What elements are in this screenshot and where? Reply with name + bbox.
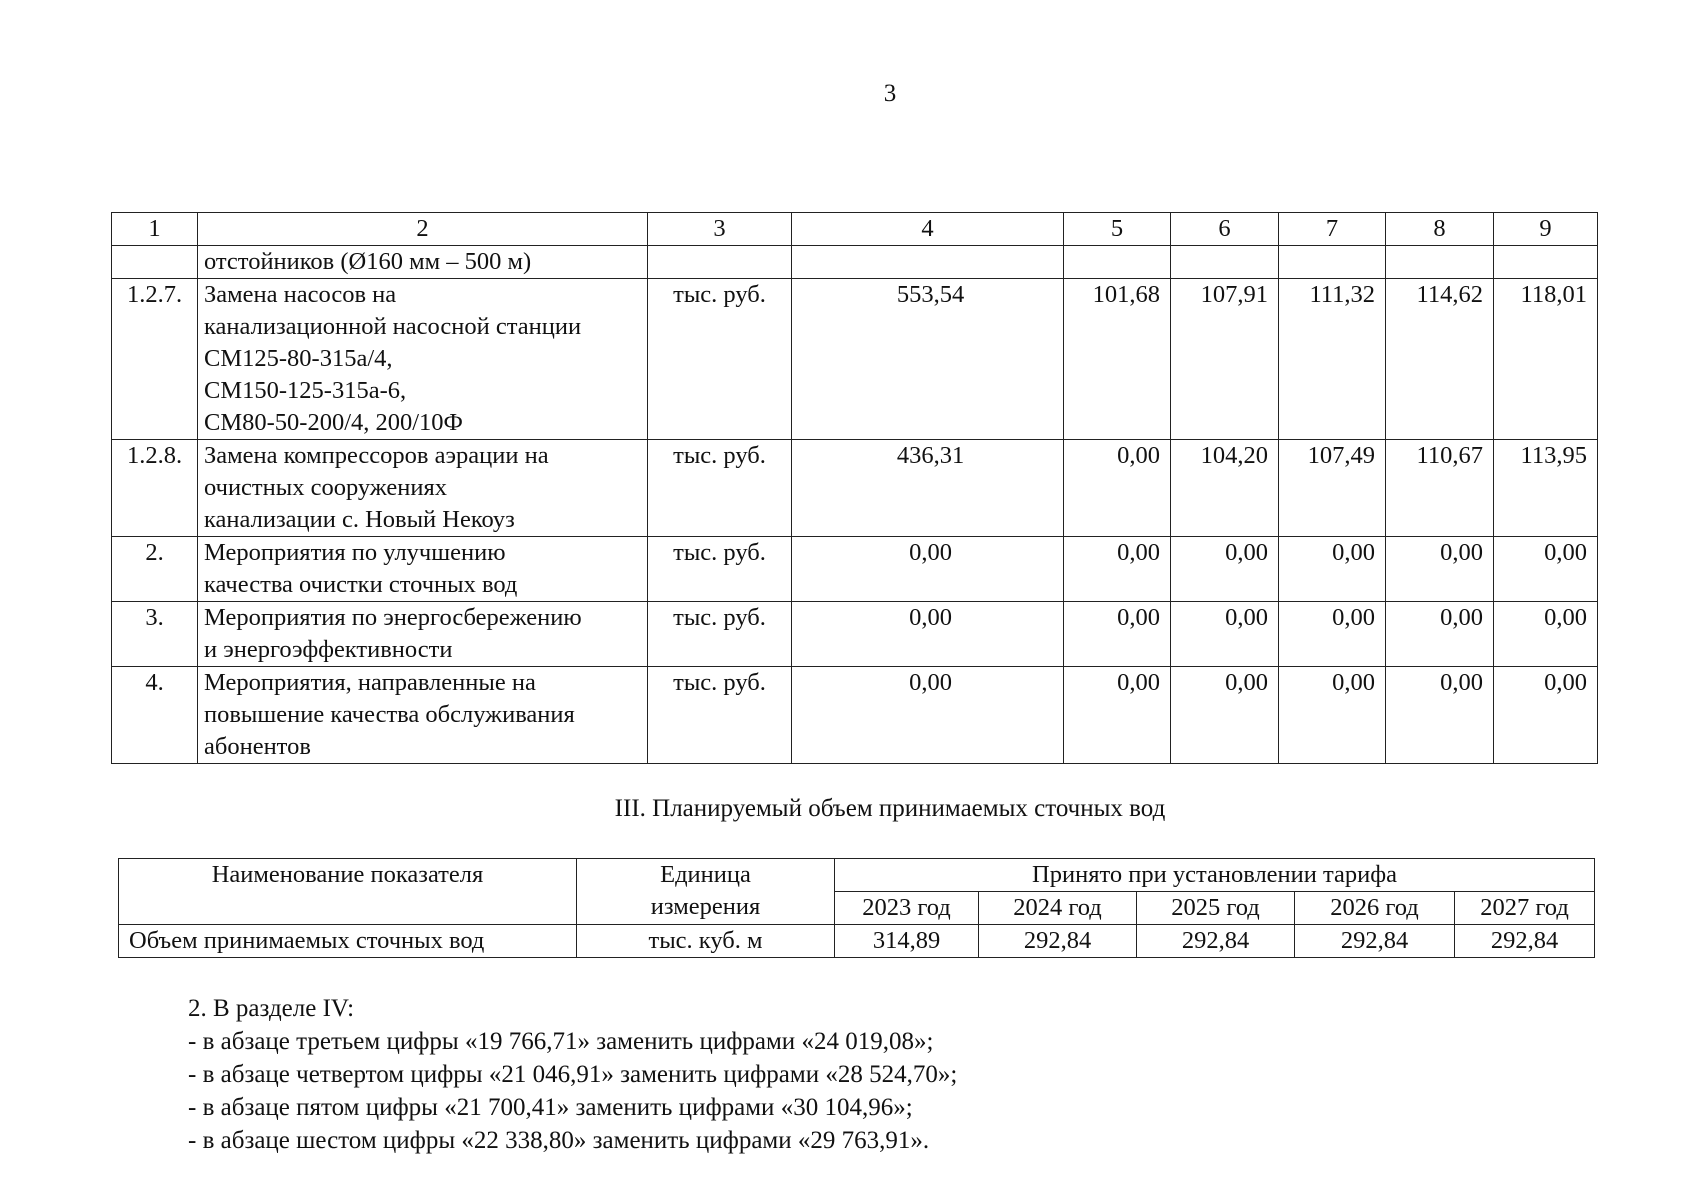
row-value xyxy=(1494,246,1598,279)
paragraph: 2. В разделе IV: xyxy=(188,995,355,1022)
row-number: 1.2.8. xyxy=(112,440,198,537)
table-header-row xyxy=(112,213,1598,246)
column-group-header: Принято при установлении тарифа xyxy=(835,859,1595,892)
row-value: 104,20 xyxy=(1171,440,1279,537)
page-number: 3 xyxy=(883,80,897,107)
row-number: 3. xyxy=(112,602,198,667)
row-name-line: абонентов xyxy=(204,733,311,760)
row-value: 0,00 xyxy=(1064,602,1171,667)
column-header-unit xyxy=(577,859,835,925)
row-name-line: СМ150-125-315а-6, xyxy=(204,377,407,404)
row-name-line: Мероприятия по энергосбережению xyxy=(204,604,582,631)
row-value: 0,00 xyxy=(1386,537,1494,602)
column-number: 4 xyxy=(792,213,1064,246)
row-value: 0,00 xyxy=(1386,667,1494,764)
column-number: 6 xyxy=(1171,213,1279,246)
column-number: 1 xyxy=(112,213,198,246)
row-name xyxy=(198,602,648,667)
volume-table xyxy=(118,858,1595,958)
row-name xyxy=(198,440,648,537)
row-value: 0,00 xyxy=(1279,602,1386,667)
table-row xyxy=(112,537,1598,602)
row-value: 0,00 xyxy=(1171,667,1279,764)
column-number: 9 xyxy=(1494,213,1598,246)
row-value: 0,00 xyxy=(1171,537,1279,602)
row-value: 110,67 xyxy=(1386,440,1494,537)
row-value: 292,84 xyxy=(979,925,1137,958)
row-unit: тыс. руб. xyxy=(648,667,792,764)
row-name-line: Мероприятия, направленные на xyxy=(204,669,536,696)
year-header: 2024 год xyxy=(979,892,1137,925)
row-value: 292,84 xyxy=(1455,925,1595,958)
table-row xyxy=(112,246,1598,279)
row-number xyxy=(112,246,198,279)
column-header-name: Наименование показателя xyxy=(119,859,577,925)
row-number: 4. xyxy=(112,667,198,764)
row-value: 107,49 xyxy=(1279,440,1386,537)
row-value: 0,00 xyxy=(1064,667,1171,764)
column-header-unit-line: Единица xyxy=(660,861,751,888)
row-value: 0,00 xyxy=(1064,440,1171,537)
row-value: 436,31 xyxy=(792,440,1064,537)
row-value xyxy=(792,246,1064,279)
column-header-unit-line: измерения xyxy=(650,893,761,920)
row-name: Объем принимаемых сточных вод xyxy=(119,925,577,958)
row-name xyxy=(198,537,648,602)
section-title: III. Планируемый объем принимаемых сточных вод xyxy=(614,795,1166,822)
volume-table-header-row xyxy=(119,859,1595,892)
year-header: 2023 год xyxy=(835,892,979,925)
paragraph: - в абзаце четвертом цифры «21 046,91» заменить цифрами «28 524,70»; xyxy=(188,1061,958,1088)
row-value: 114,62 xyxy=(1386,279,1494,440)
amendment-text xyxy=(188,992,957,1157)
row-value: 0,00 xyxy=(792,602,1064,667)
row-unit: тыс. руб. xyxy=(648,602,792,667)
row-name-line: повышение качества обслуживания xyxy=(204,701,575,728)
row-name-line: СМ125-80-315а/4, xyxy=(204,345,393,372)
row-name-line: канализации с. Новый Некоуз xyxy=(204,506,515,533)
row-value: 107,91 xyxy=(1171,279,1279,440)
row-value: 0,00 xyxy=(1279,537,1386,602)
row-unit: тыс. руб. xyxy=(648,537,792,602)
row-number: 2. xyxy=(112,537,198,602)
row-value: 314,89 xyxy=(835,925,979,958)
row-unit xyxy=(648,246,792,279)
row-value xyxy=(1386,246,1494,279)
paragraph: - в абзаце пятом цифры «21 700,41» заменить цифрами «30 104,96»; xyxy=(188,1094,913,1121)
row-value xyxy=(1171,246,1279,279)
row-name xyxy=(198,246,648,279)
investment-table xyxy=(111,212,1598,764)
column-number: 3 xyxy=(648,213,792,246)
row-unit: тыс. руб. xyxy=(648,279,792,440)
row-value: 292,84 xyxy=(1295,925,1455,958)
column-number: 2 xyxy=(198,213,648,246)
table-row xyxy=(119,925,1595,958)
row-name xyxy=(198,279,648,440)
table-row xyxy=(112,667,1598,764)
row-name-line: канализационной насосной станции xyxy=(204,313,582,340)
row-name-line: СМ80-50-200/4, 200/10Ф xyxy=(204,409,463,436)
row-value: 118,01 xyxy=(1494,279,1598,440)
row-name-line: Замена насосов на xyxy=(204,281,397,308)
row-value: 0,00 xyxy=(1064,537,1171,602)
row-number: 1.2.7. xyxy=(112,279,198,440)
row-unit: тыс. куб. м xyxy=(577,925,835,958)
row-value: 0,00 xyxy=(792,537,1064,602)
row-name-line: Замена компрессоров аэрации на xyxy=(204,442,549,469)
row-value: 0,00 xyxy=(1494,602,1598,667)
row-name-line: качества очистки сточных вод xyxy=(204,571,518,598)
year-header: 2027 год xyxy=(1455,892,1595,925)
table-row xyxy=(112,440,1598,537)
row-value xyxy=(1064,246,1171,279)
row-name-line: Мероприятия по улучшению xyxy=(204,539,506,566)
row-value: 0,00 xyxy=(1386,602,1494,667)
row-value: 292,84 xyxy=(1137,925,1295,958)
row-name xyxy=(198,667,648,764)
year-header: 2025 год xyxy=(1137,892,1295,925)
table-row xyxy=(112,279,1598,440)
paragraph: - в абзаце шестом цифры «22 338,80» заменить цифрами «29 763,91». xyxy=(188,1127,930,1154)
row-value: 0,00 xyxy=(1494,537,1598,602)
row-value: 0,00 xyxy=(1279,667,1386,764)
paragraph: - в абзаце третьем цифры «19 766,71» заменить цифрами «24 019,08»; xyxy=(188,1028,934,1055)
row-value: 0,00 xyxy=(792,667,1064,764)
row-name-line: и энергоэффективности xyxy=(204,636,453,663)
row-value: 553,54 xyxy=(792,279,1064,440)
row-value: 0,00 xyxy=(1494,667,1598,764)
column-number: 5 xyxy=(1064,213,1171,246)
row-value: 111,32 xyxy=(1279,279,1386,440)
row-name-line: очистных сооружениях xyxy=(204,474,448,501)
table-row xyxy=(112,602,1598,667)
row-value: 113,95 xyxy=(1494,440,1598,537)
column-number: 7 xyxy=(1279,213,1386,246)
row-unit: тыс. руб. xyxy=(648,440,792,537)
row-value xyxy=(1279,246,1386,279)
column-number: 8 xyxy=(1386,213,1494,246)
year-header: 2026 год xyxy=(1295,892,1455,925)
row-value: 101,68 xyxy=(1064,279,1171,440)
row-value: 0,00 xyxy=(1171,602,1279,667)
row-name-line: отстойников (Ø160 мм – 500 м) xyxy=(204,248,532,275)
